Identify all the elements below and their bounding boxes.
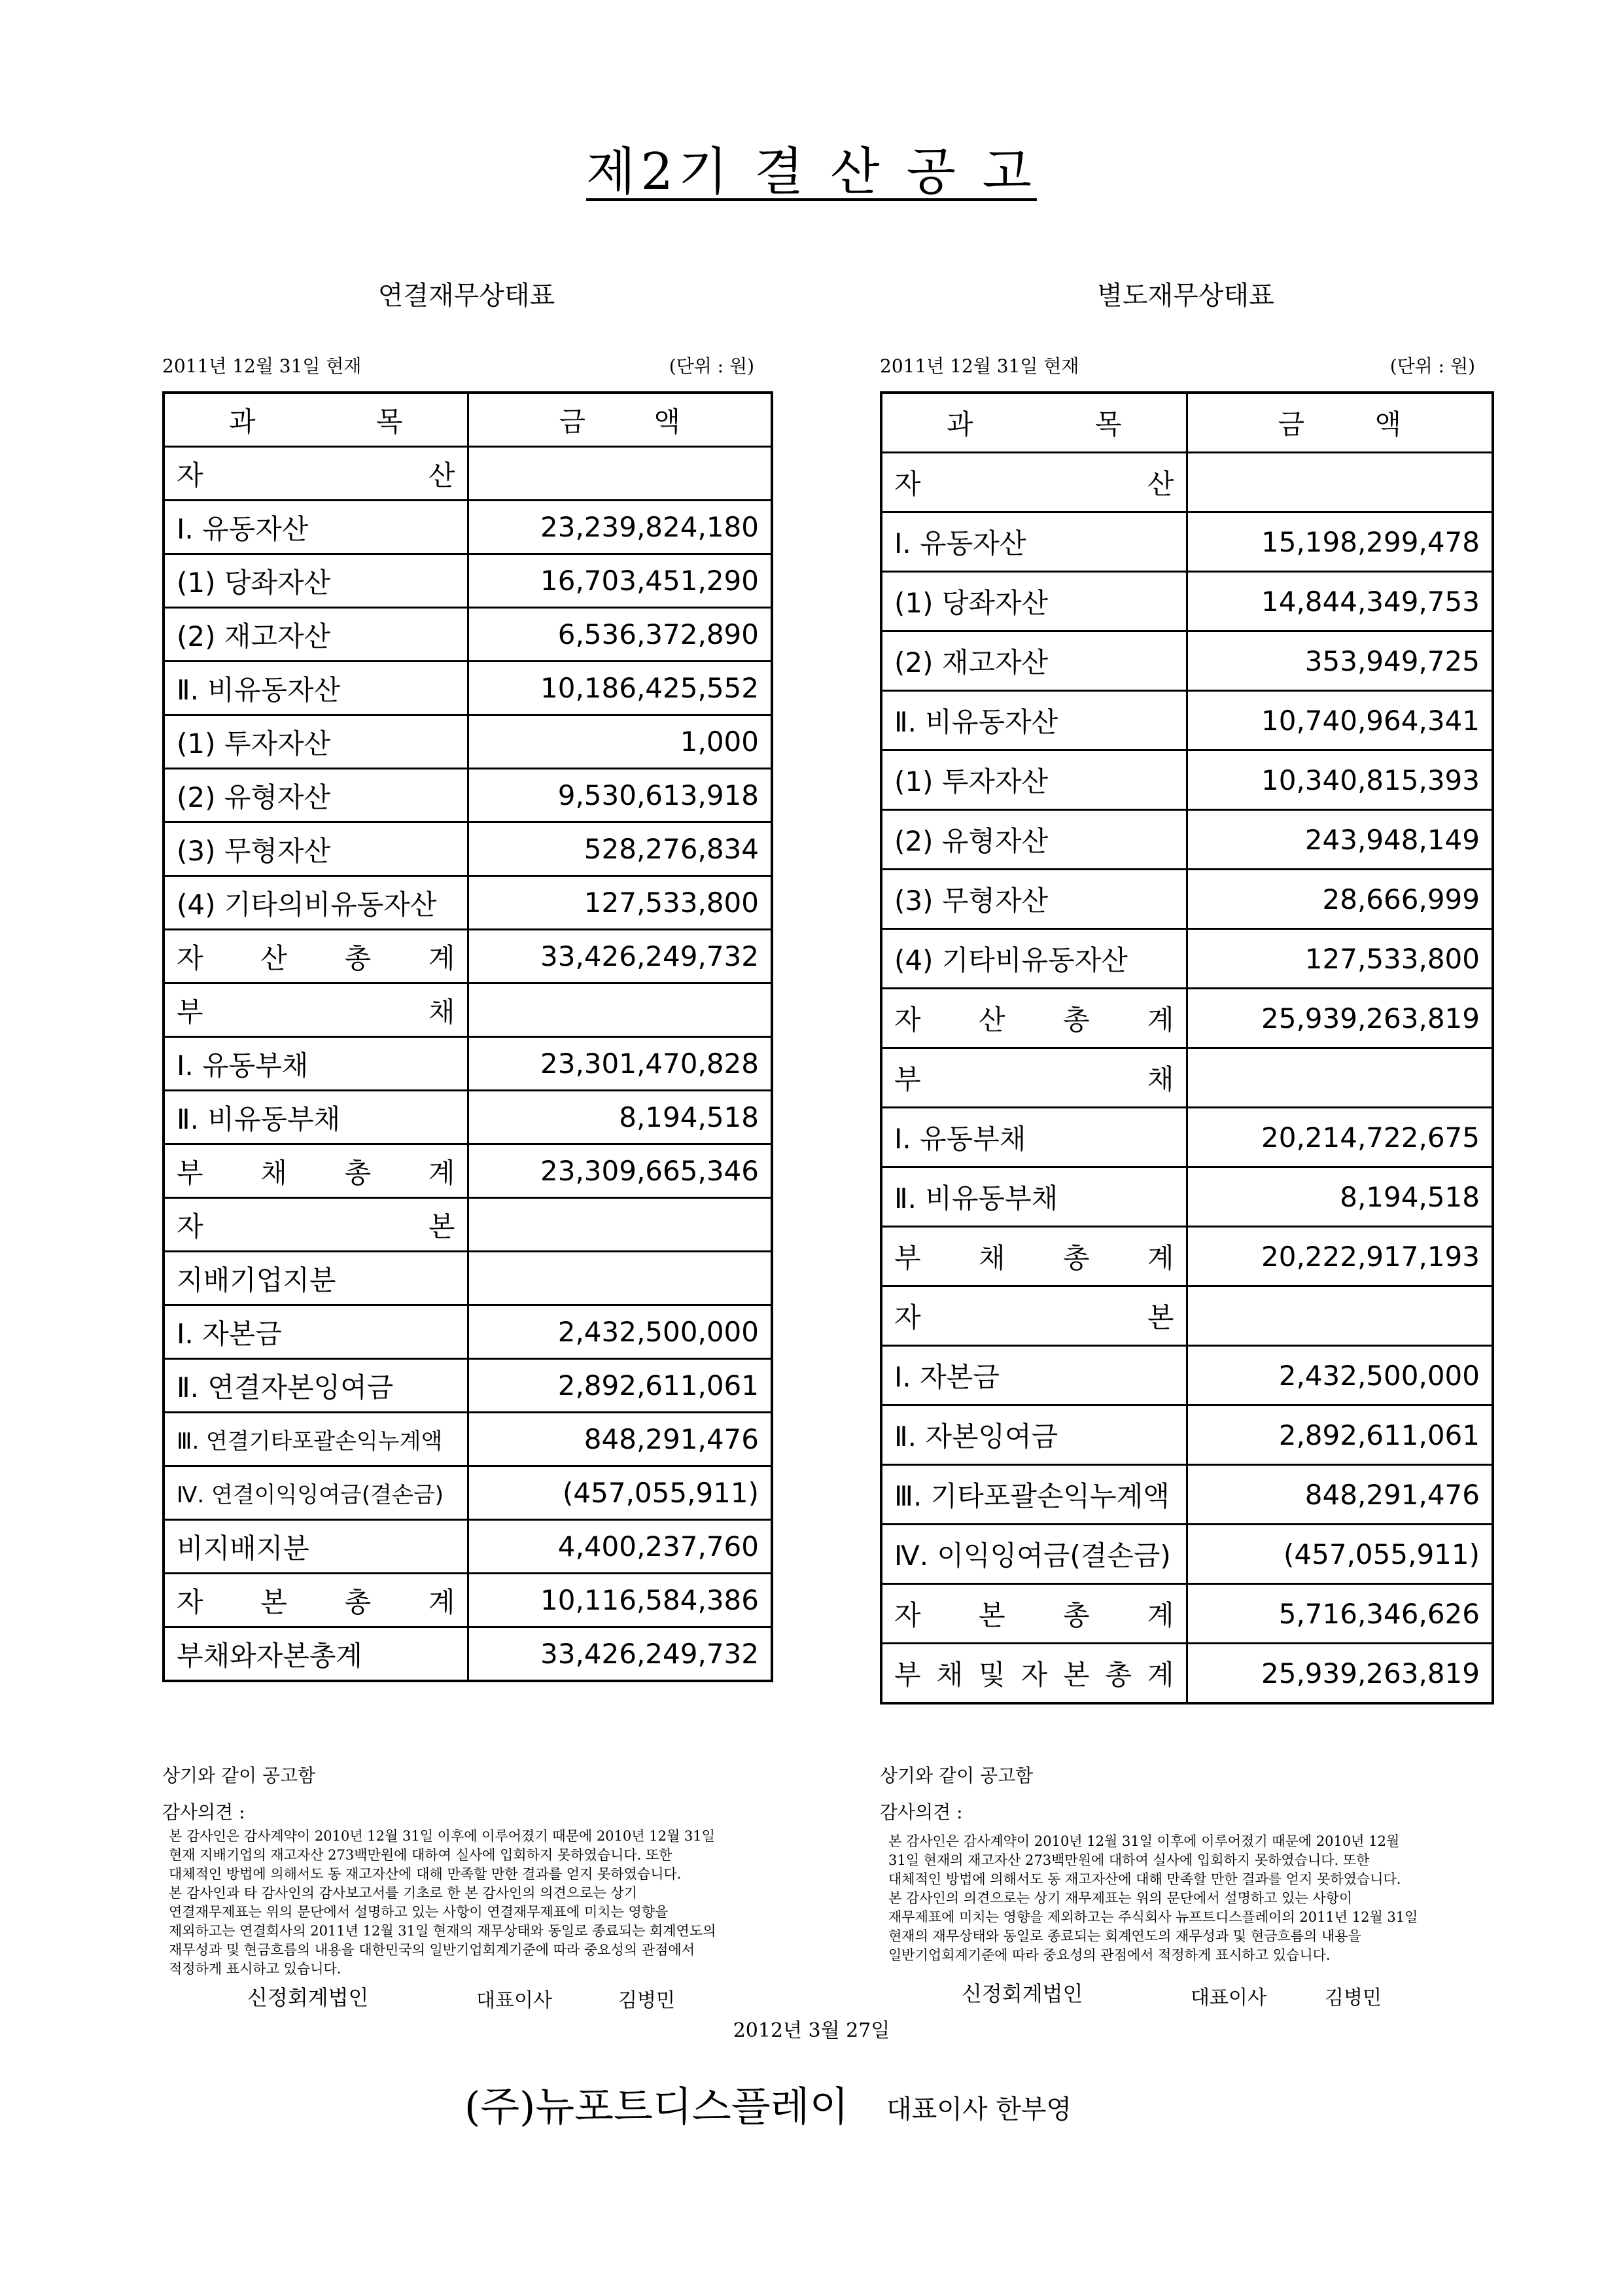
row-label	[881, 751, 1187, 810]
row-amount: 15,198,299,478	[1187, 512, 1493, 572]
row-label-text: Ⅱ. 비유동자산	[177, 673, 341, 706]
row-label-text: Ⅰ. 자본금	[177, 1317, 282, 1350]
right-audit-opinion: 본 감사인은 감사계약이 2010년 12월 31일 이후에 이루어졌기 때문에 2010년 12월 31일 현재의 재고자산 273백만원에 대하여 실사에 입회하지 못하였습니다. 또한 대체적인 방법에 의해서도 동 재고자산에 대해 만족할 만한 결과를 얻지 못하였습니다. 본 감사인의 의견으로는 상기 재무제표는 위의 문단에서 설명하고 있는 사항이 재무제표에 미치는 영향을 제외하고는 주식회사 뉴프트디스플레이의 2011년 12월 31일 현재의 재무상태와 동일로 종료되는 회계연도의 재무성과 및 현금흐름의 내용을 일반기업회계기준에 따라 중요성의 관점에서 적정하게 표시하고 있습니다.	[888, 1833, 1418, 1963]
table-row	[881, 1644, 1493, 1704]
ceo-line: 대표이사 한부영	[886, 2094, 1072, 2125]
label-char: 채	[936, 1659, 964, 1691]
row-amount: 28,666,999	[1187, 870, 1493, 929]
row-label-text	[177, 991, 455, 1030]
row-label	[881, 691, 1187, 751]
table-row	[881, 572, 1493, 631]
row-amount: 23,239,824,180	[468, 501, 772, 554]
label-char: 계	[428, 942, 455, 974]
table-row	[164, 1252, 772, 1305]
row-amount: 848,291,476	[1187, 1465, 1493, 1525]
row-label	[881, 1465, 1187, 1525]
label-char: 자	[177, 1585, 203, 1618]
right-date: 2011년 12월 31일 현재	[880, 355, 1079, 377]
label-char: 총	[1105, 1659, 1132, 1691]
row-label	[164, 1520, 468, 1574]
publish-date: 2012년 3월 27일	[733, 2019, 890, 2042]
row-amount: 10,340,815,393	[1187, 751, 1493, 810]
table-row	[164, 1627, 772, 1682]
row-label	[164, 1413, 468, 1466]
table-header-row	[164, 393, 772, 447]
row-amount: 1,000	[468, 715, 772, 769]
row-amount: 10,740,964,341	[1187, 691, 1493, 751]
label-char: 총	[344, 942, 372, 974]
table-row	[881, 631, 1493, 691]
label-char: 채	[978, 1242, 1005, 1274]
table-row	[881, 453, 1493, 512]
row-label	[881, 1227, 1187, 1286]
label-char: 산	[260, 942, 287, 974]
left-audit-opinion: 본 감사인은 감사계약이 2010년 12월 31일 이후에 이루어졌기 때문에 2010년 12월 31일 현재 지배기업의 재고자산 273백만원에 대하여 실사에 입회하지 못하였습니다. 또한 대체적인 방법에 의해서도 동 재고자산에 대해 만족할 만한 결과를 얻지 못하였습니다. 본 감사인과 타 감사인의 감사보고서를 기초로 한 본 감사인의 의견으로는 상기 연결재무제표는 위의 문단에서 설명하고 있는 사항이 연결재무제표에 미치는 영향을 제외하고는 연결회사의 2011년 12월 31일 현재의 재무상태와 동일로 종료되는 회계연도의 재무성과 및 현금흐름의 내용을 대한민국의 일반기업회계기준에 따라 중요성의 관점에서 적정하게 표시하고 있습니다.	[169, 1828, 716, 1977]
row-label-text: (3) 무형자산	[894, 885, 1049, 917]
row-label-text: (3) 무형자산	[177, 834, 331, 867]
left-rep-title: 대표이사	[476, 1989, 552, 2012]
label-char: 자	[894, 1599, 921, 1631]
row-label	[881, 929, 1187, 989]
row-label	[881, 572, 1187, 631]
label-char: 산	[978, 1004, 1005, 1036]
header-amount	[468, 393, 772, 447]
row-amount	[468, 1198, 772, 1252]
row-label	[164, 1252, 468, 1305]
row-amount	[1187, 1048, 1493, 1108]
row-label	[164, 983, 468, 1037]
table-row	[881, 1286, 1493, 1346]
row-label	[881, 1525, 1187, 1584]
label-char: 본	[260, 1585, 287, 1618]
row-label	[164, 1198, 468, 1252]
row-amount: 25,939,263,819	[1187, 989, 1493, 1048]
table-row	[164, 1037, 772, 1091]
label-char: 계	[428, 1156, 455, 1189]
row-label-text: (2) 유형자산	[894, 825, 1049, 857]
right-section-title: 별도재무상태표	[1097, 281, 1274, 311]
row-label-text: (4) 기타비유동자산	[894, 944, 1128, 976]
row-amount: 5,716,346,626	[1187, 1584, 1493, 1644]
row-label-text	[177, 937, 455, 976]
row-label	[164, 1574, 468, 1627]
row-amount: 243,948,149	[1187, 810, 1493, 870]
row-amount: 127,533,800	[468, 876, 772, 930]
consolidated-balance-sheet-table	[162, 391, 773, 1682]
row-amount: 2,432,500,000	[468, 1305, 772, 1359]
row-label-text	[894, 1058, 1174, 1097]
label-char: 산	[1147, 468, 1174, 500]
row-label	[881, 512, 1187, 572]
right-audit-label: 감사의견 :	[880, 1801, 963, 1823]
row-amount: 528,276,834	[468, 822, 772, 876]
table-row	[164, 501, 772, 554]
row-label	[164, 876, 468, 930]
label-char: 자	[894, 468, 921, 500]
label-char: 부	[177, 995, 203, 1028]
row-label-text: (2) 유형자산	[177, 781, 331, 813]
table-row	[881, 1584, 1493, 1644]
label-char: 채	[428, 995, 455, 1028]
table-row	[881, 929, 1493, 989]
row-label	[164, 1305, 468, 1359]
row-label-text: Ⅲ. 기타포괄손익누계액	[894, 1480, 1170, 1512]
row-label-text	[894, 1594, 1174, 1633]
row-label-text	[894, 998, 1174, 1038]
table-row	[881, 691, 1493, 751]
row-label-text: Ⅰ. 유동자산	[894, 527, 1026, 559]
row-label	[164, 501, 468, 554]
header-amt-b: 액	[654, 405, 680, 438]
right-unit: (단위 : 원)	[1389, 355, 1475, 377]
table-row	[164, 1413, 772, 1466]
row-amount: 8,194,518	[468, 1091, 772, 1144]
row-label	[164, 608, 468, 662]
left-date-line	[162, 352, 754, 378]
right-auditor: 신정회계법인	[962, 1981, 1083, 2006]
table-row	[881, 751, 1493, 810]
table-row	[164, 822, 772, 876]
row-label	[881, 1644, 1187, 1704]
table-row	[881, 1346, 1493, 1405]
row-label	[164, 554, 468, 608]
label-char: 자	[894, 1004, 921, 1036]
header-amount	[1187, 393, 1493, 453]
label-char: 및	[978, 1659, 1005, 1691]
left-rep-name: 김병민	[618, 1989, 675, 2012]
row-amount: 8,194,518	[1187, 1167, 1493, 1227]
label-char: 본	[1062, 1659, 1090, 1691]
row-label-text: Ⅱ. 연결자본잉여금	[177, 1371, 394, 1404]
row-label	[164, 769, 468, 822]
row-label-text: Ⅳ. 이익잉여금(결손금)	[894, 1540, 1171, 1572]
label-char: 본	[428, 1210, 455, 1243]
row-label-text: (2) 재고자산	[894, 646, 1049, 679]
row-label-text	[894, 1653, 1174, 1693]
table-row	[164, 447, 772, 501]
row-label-text: (1) 투자자산	[894, 766, 1049, 798]
row-label	[164, 447, 468, 501]
right-rep-name: 김병민	[1325, 1987, 1382, 2009]
row-amount: (457,055,911)	[1187, 1525, 1493, 1584]
label-char: 자	[177, 1210, 203, 1243]
header-item-a: 과	[947, 408, 973, 440]
table-row	[881, 1048, 1493, 1108]
table-row	[164, 715, 772, 769]
row-amount: 2,432,500,000	[1187, 1346, 1493, 1405]
row-label-text: (1) 당좌자산	[177, 566, 331, 599]
table-row	[164, 1091, 772, 1144]
table-row	[881, 870, 1493, 929]
row-amount	[1187, 1286, 1493, 1346]
label-char: 계	[1147, 1599, 1174, 1631]
row-amount: 23,309,665,346	[468, 1144, 772, 1198]
row-label-text: (4) 기타의비유동자산	[177, 888, 437, 921]
row-label	[881, 989, 1187, 1048]
label-char: 자	[177, 459, 203, 491]
table-row	[881, 1167, 1493, 1227]
table-row	[164, 1144, 772, 1198]
row-label-text: Ⅱ. 비유동자산	[894, 706, 1058, 738]
row-amount: 2,892,611,061	[468, 1359, 772, 1413]
row-label	[164, 1144, 468, 1198]
left-unit: (단위 : 원)	[669, 355, 754, 377]
label-char: 총	[1062, 1242, 1090, 1274]
row-amount: 20,222,917,193	[1187, 1227, 1493, 1286]
row-amount: (457,055,911)	[468, 1466, 772, 1520]
row-label-text	[894, 1237, 1174, 1276]
row-label	[164, 1037, 468, 1091]
row-label-text: Ⅲ. 연결기타포괄손익누계액	[177, 1428, 443, 1455]
row-amount: 14,844,349,753	[1187, 572, 1493, 631]
table-row	[164, 1574, 772, 1627]
company-name: (주)뉴포트디스플레이	[464, 2083, 849, 2130]
row-label-text: (1) 당좌자산	[894, 587, 1049, 619]
table-row	[881, 512, 1493, 572]
label-char: 자	[1021, 1659, 1048, 1691]
row-label-text: (2) 재고자산	[177, 620, 331, 652]
row-label	[164, 1359, 468, 1413]
row-label-text	[177, 454, 455, 493]
row-label	[881, 1167, 1187, 1227]
header-item-b: 목	[1094, 408, 1122, 440]
table-header-row	[881, 393, 1493, 453]
row-label-text: Ⅱ. 비유동부채	[177, 1103, 341, 1135]
row-label	[881, 1346, 1187, 1405]
label-char: 본	[978, 1599, 1005, 1631]
label-char: 산	[428, 459, 455, 491]
row-label-text: 부채와자본총계	[177, 1639, 363, 1672]
row-amount: 33,426,249,732	[468, 1627, 772, 1682]
header-item	[164, 393, 468, 447]
row-amount: 353,949,725	[1187, 631, 1493, 691]
row-amount: 9,530,613,918	[468, 769, 772, 822]
table-row	[164, 608, 772, 662]
label-char: 부	[894, 1242, 921, 1274]
row-amount: 20,214,722,675	[1187, 1108, 1493, 1167]
row-label-text: Ⅳ. 연결이익잉여금(결손금)	[177, 1482, 444, 1508]
left-date: 2011년 12월 31일 현재	[162, 355, 362, 377]
table-row	[164, 1520, 772, 1574]
row-label-text	[177, 1205, 455, 1245]
separate-balance-sheet-table	[880, 391, 1494, 1704]
table-row	[881, 1525, 1493, 1584]
table-row	[164, 983, 772, 1037]
row-label-text	[894, 1296, 1174, 1335]
row-label	[164, 662, 468, 715]
row-label	[164, 822, 468, 876]
label-char: 계	[1147, 1659, 1174, 1691]
row-amount: 33,426,249,732	[468, 930, 772, 983]
row-label	[881, 1405, 1187, 1465]
table-row	[164, 662, 772, 715]
row-label	[881, 1584, 1187, 1644]
left-notice: 상기와 같이 공고함	[162, 1765, 316, 1786]
table-row	[164, 554, 772, 608]
row-amount	[468, 1252, 772, 1305]
table-row	[881, 1227, 1493, 1286]
row-label	[164, 715, 468, 769]
row-label	[881, 1286, 1187, 1346]
table-row	[881, 1465, 1493, 1525]
header-item-b: 목	[375, 405, 403, 438]
row-amount: 6,536,372,890	[468, 608, 772, 662]
row-label-text: (1) 투자자산	[177, 727, 331, 760]
row-amount: 25,939,263,819	[1187, 1644, 1493, 1704]
label-char: 채	[1147, 1063, 1174, 1095]
table-row	[164, 1359, 772, 1413]
row-label-text: Ⅰ. 유동부채	[894, 1123, 1026, 1155]
table-row	[881, 1405, 1493, 1465]
table-row	[164, 1466, 772, 1520]
label-char: 총	[1062, 1004, 1090, 1036]
row-label	[164, 1466, 468, 1520]
row-amount: 4,400,237,760	[468, 1520, 772, 1574]
row-label	[881, 631, 1187, 691]
table-row	[881, 810, 1493, 870]
label-char: 계	[1147, 1242, 1174, 1274]
header-item-a: 과	[229, 405, 256, 438]
table-row	[881, 1108, 1493, 1167]
row-amount: 16,703,451,290	[468, 554, 772, 608]
row-label	[164, 1091, 468, 1144]
left-section-title: 연결재무상태표	[377, 281, 555, 311]
row-label-text	[177, 1152, 455, 1191]
row-amount	[468, 447, 772, 501]
row-label-text: Ⅰ. 유동부채	[177, 1049, 309, 1082]
table-row	[164, 1198, 772, 1252]
label-char: 부	[177, 1156, 203, 1189]
row-label-text: 지배기업지분	[177, 1263, 336, 1296]
row-label-text: Ⅱ. 자본잉여금	[894, 1421, 1058, 1453]
row-amount: 10,116,584,386	[468, 1574, 772, 1627]
row-amount: 2,892,611,061	[1187, 1405, 1493, 1465]
row-label	[881, 1048, 1187, 1108]
label-char: 총	[344, 1585, 372, 1618]
header-amt-a: 금	[559, 405, 586, 438]
row-label-text: Ⅱ. 비유동부채	[894, 1182, 1058, 1214]
page-title: 제2기 결 산 공 고	[586, 143, 1037, 202]
row-label-text	[894, 463, 1174, 502]
table-row	[164, 876, 772, 930]
row-label	[881, 453, 1187, 512]
label-char: 자	[177, 942, 203, 974]
row-amount: 848,291,476	[468, 1413, 772, 1466]
row-label-text: Ⅰ. 자본금	[894, 1361, 1000, 1393]
row-label	[164, 1627, 468, 1682]
row-label-text: Ⅰ. 유동자산	[177, 512, 309, 545]
label-char: 부	[894, 1063, 921, 1095]
right-rep-title: 대표이사	[1191, 1987, 1266, 2009]
row-label-text	[177, 1581, 455, 1620]
row-label	[164, 930, 468, 983]
label-char: 채	[260, 1156, 287, 1189]
label-char: 총	[344, 1156, 372, 1189]
label-char: 부	[894, 1659, 921, 1691]
row-amount	[1187, 453, 1493, 512]
row-label	[881, 810, 1187, 870]
label-char: 자	[894, 1301, 921, 1333]
row-amount: 10,186,425,552	[468, 662, 772, 715]
header-item	[881, 393, 1187, 453]
row-amount: 23,301,470,828	[468, 1037, 772, 1091]
row-label-text: 비지배지분	[177, 1532, 309, 1564]
label-char: 본	[1147, 1301, 1174, 1333]
row-amount: 127,533,800	[1187, 929, 1493, 989]
table-row	[164, 769, 772, 822]
table-row	[164, 930, 772, 983]
table-row	[164, 1305, 772, 1359]
label-char: 계	[1147, 1004, 1174, 1036]
header-amt-b: 액	[1374, 408, 1401, 440]
row-amount	[468, 983, 772, 1037]
table-row	[881, 989, 1493, 1048]
left-audit-label: 감사의견 :	[162, 1801, 245, 1823]
label-char: 총	[1062, 1599, 1090, 1631]
row-label	[881, 1108, 1187, 1167]
header-amt-a: 금	[1278, 408, 1305, 440]
right-notice: 상기와 같이 공고함	[880, 1765, 1034, 1786]
label-char: 계	[428, 1585, 455, 1618]
row-label	[881, 870, 1187, 929]
left-auditor: 신정회계법인	[247, 1985, 369, 2010]
right-date-line	[880, 352, 1475, 378]
